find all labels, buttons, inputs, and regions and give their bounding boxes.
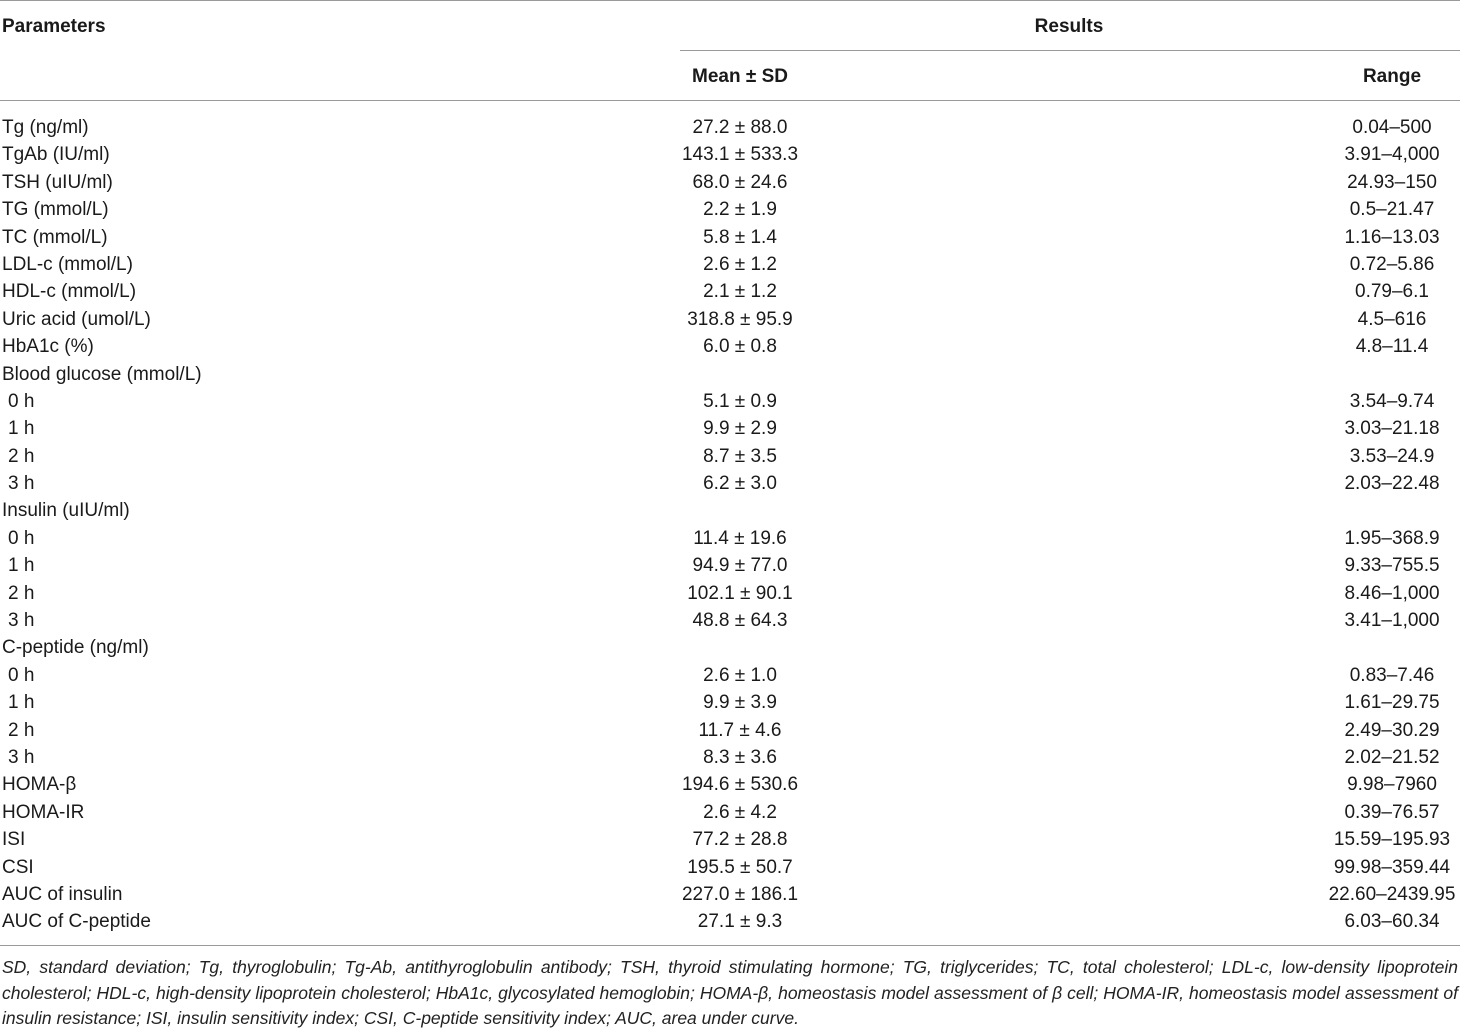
row-range: 8.46–1,000 xyxy=(1344,582,1440,604)
table-row xyxy=(0,854,1460,881)
row-range: 3.53–24.9 xyxy=(1349,445,1435,467)
row-parameter: 1 h xyxy=(8,418,35,440)
row-mean-sd: 68.0 ± 24.6 xyxy=(692,171,788,193)
table-row xyxy=(0,224,1460,251)
row-mean-sd: 48.8 ± 64.3 xyxy=(692,610,788,632)
row-range: 99.98–359.44 xyxy=(1333,856,1451,878)
table-row xyxy=(0,771,1460,798)
header-range: Range xyxy=(1362,66,1422,87)
row-parameter: HDL-c (mmol/L) xyxy=(2,281,137,303)
row-parameter: LDL-c (mmol/L) xyxy=(2,253,133,275)
table-row xyxy=(0,388,1460,415)
table-body xyxy=(0,114,1460,936)
table-row xyxy=(0,196,1460,223)
row-mean-sd: 194.6 ± 530.6 xyxy=(681,774,799,796)
row-range: 15.59–195.93 xyxy=(1333,829,1451,851)
row-parameter: Insulin (uIU/ml) xyxy=(2,500,130,522)
row-parameter: TgAb (IU/ml) xyxy=(2,144,110,166)
table-row xyxy=(0,169,1460,196)
table-row xyxy=(0,689,1460,716)
row-mean-sd: 9.9 ± 3.9 xyxy=(703,692,777,714)
row-parameter: 2 h xyxy=(8,582,35,604)
row-mean-sd: 11.7 ± 4.6 xyxy=(698,719,782,741)
row-parameter: 0 h xyxy=(8,664,35,686)
table-row xyxy=(0,744,1460,771)
table-row xyxy=(0,662,1460,689)
row-parameter: TC (mmol/L) xyxy=(2,226,108,248)
header-parameters: Parameters xyxy=(2,16,106,37)
table-row xyxy=(0,306,1460,333)
table-row xyxy=(0,361,1460,388)
row-parameter: ISI xyxy=(2,829,26,851)
row-parameter: 2 h xyxy=(8,445,35,467)
row-mean-sd: 94.9 ± 77.0 xyxy=(692,555,788,577)
row-range: 0.5–21.47 xyxy=(1349,199,1435,221)
row-parameter: 1 h xyxy=(8,692,35,714)
row-mean-sd: 2.6 ± 4.2 xyxy=(703,801,777,823)
row-mean-sd: 2.6 ± 1.0 xyxy=(703,664,777,686)
row-range: 1.16–13.03 xyxy=(1344,226,1440,248)
table-row xyxy=(0,443,1460,470)
row-range: 1.95–368.9 xyxy=(1344,527,1440,549)
table-row xyxy=(0,278,1460,305)
row-parameter: HOMA-IR xyxy=(2,801,85,823)
row-range: 9.33–755.5 xyxy=(1344,555,1440,577)
row-mean-sd: 2.2 ± 1.9 xyxy=(703,199,777,221)
row-mean-sd: 2.1 ± 1.2 xyxy=(703,281,777,303)
table-row xyxy=(0,114,1460,141)
top-rule xyxy=(0,0,1460,1)
header-mean-sd: Mean ± SD xyxy=(692,66,788,87)
row-mean-sd: 8.7 ± 3.5 xyxy=(703,445,777,467)
table-row xyxy=(0,415,1460,442)
header-bottom-rule xyxy=(0,100,1460,101)
row-parameter: HOMA-β xyxy=(2,774,77,796)
row-range: 0.04–500 xyxy=(1352,117,1432,138)
row-range: 3.54–9.74 xyxy=(1349,390,1435,412)
row-mean-sd: 27.2 ± 88.0 xyxy=(692,117,788,138)
row-range: 24.93–150 xyxy=(1347,171,1437,193)
row-range: 0.83–7.46 xyxy=(1349,664,1435,686)
bottom-rule xyxy=(0,945,1460,946)
row-parameter: Uric acid (umol/L) xyxy=(2,308,151,330)
row-parameter: 1 h xyxy=(8,555,35,577)
table-row xyxy=(0,717,1460,744)
table-row xyxy=(0,607,1460,634)
row-range: 9.98–7960 xyxy=(1347,774,1437,796)
table-row xyxy=(0,799,1460,826)
row-parameter: 0 h xyxy=(8,527,35,549)
row-range: 0.72–5.86 xyxy=(1349,253,1435,275)
row-parameter: Blood glucose (mmol/L) xyxy=(2,363,202,385)
row-range: 6.03–60.34 xyxy=(1344,911,1440,933)
row-parameter: 3 h xyxy=(8,610,35,632)
row-mean-sd: 2.6 ± 1.2 xyxy=(703,253,777,275)
row-range: 1.61–29.75 xyxy=(1344,692,1440,714)
table-row xyxy=(0,826,1460,853)
row-parameter: 2 h xyxy=(8,719,35,741)
row-range: 0.79–6.1 xyxy=(1355,281,1429,303)
table-row xyxy=(0,908,1460,935)
row-mean-sd: 195.5 ± 50.7 xyxy=(687,856,793,878)
row-range: 0.39–76.57 xyxy=(1344,801,1440,823)
results-rule xyxy=(680,50,1460,51)
table-row xyxy=(0,881,1460,908)
row-parameter: Tg (ng/ml) xyxy=(2,117,89,138)
row-mean-sd: 6.0 ± 0.8 xyxy=(703,336,777,358)
row-mean-sd: 143.1 ± 533.3 xyxy=(681,144,799,166)
row-mean-sd: 27.1 ± 9.3 xyxy=(697,911,783,933)
table-row xyxy=(0,251,1460,278)
row-mean-sd: 6.2 ± 3.0 xyxy=(703,473,777,495)
row-mean-sd: 11.4 ± 19.6 xyxy=(693,527,787,549)
row-range: 22.60–2439.95 xyxy=(1328,883,1456,905)
table-row xyxy=(0,552,1460,579)
row-mean-sd: 318.8 ± 95.9 xyxy=(687,308,793,330)
row-parameter: TG (mmol/L) xyxy=(2,199,109,221)
row-parameter: TSH (uIU/ml) xyxy=(2,171,113,193)
row-range: 3.41–1,000 xyxy=(1344,610,1440,632)
row-mean-sd: 227.0 ± 186.1 xyxy=(681,883,799,905)
table-row xyxy=(0,141,1460,168)
table-row xyxy=(0,525,1460,552)
row-mean-sd: 77.2 ± 28.8 xyxy=(692,829,788,851)
row-parameter: HbA1c (%) xyxy=(2,336,94,358)
row-range: 2.02–21.52 xyxy=(1344,746,1440,768)
table-footnote: SD, standard deviation; Tg, thyroglobulin; Tg-Ab, antithyroglobulin antibody; TSH, thyroid stimulating hormone; TG, triglycerides; TC, total cholesterol; LDL-c, low-density lipoprotein cholesterol; HDL-c, high-density lipoprotein cholesterol; HbA1c, glycosylated hemoglobin; HOMA-β, homeostasis model assessment of β cell; HOMA-IR, homeostasis model assessment of insulin resistance; ISI, insulin sensitivity index; CSI, C-peptide sensitivity index; AUC, area under curve. xyxy=(2,957,1458,1028)
row-range: 3.91–4,000 xyxy=(1344,144,1440,166)
row-parameter: C-peptide (ng/ml) xyxy=(2,637,149,659)
row-mean-sd: 102.1 ± 90.1 xyxy=(687,582,793,604)
table-row xyxy=(0,470,1460,497)
row-range: 4.8–11.4 xyxy=(1355,336,1429,358)
row-mean-sd: 5.8 ± 1.4 xyxy=(703,226,777,248)
row-parameter: 0 h xyxy=(8,390,35,412)
row-parameter: AUC of C-peptide xyxy=(2,911,151,933)
row-parameter: 3 h xyxy=(8,473,35,495)
table-row xyxy=(0,634,1460,661)
row-mean-sd: 5.1 ± 0.9 xyxy=(703,390,777,412)
header-results: Results xyxy=(1034,16,1104,37)
row-range: 2.03–22.48 xyxy=(1344,473,1440,495)
row-range: 2.49–30.29 xyxy=(1344,719,1440,741)
table-row xyxy=(0,333,1460,360)
row-range: 3.03–21.18 xyxy=(1344,418,1440,440)
row-parameter: CSI xyxy=(2,856,34,878)
row-range: 4.5–616 xyxy=(1357,308,1427,330)
table-row xyxy=(0,497,1460,524)
row-parameter: 3 h xyxy=(8,746,35,768)
table-row xyxy=(0,580,1460,607)
row-mean-sd: 8.3 ± 3.6 xyxy=(703,746,777,768)
row-parameter: AUC of insulin xyxy=(2,883,123,905)
row-mean-sd: 9.9 ± 2.9 xyxy=(703,418,777,440)
